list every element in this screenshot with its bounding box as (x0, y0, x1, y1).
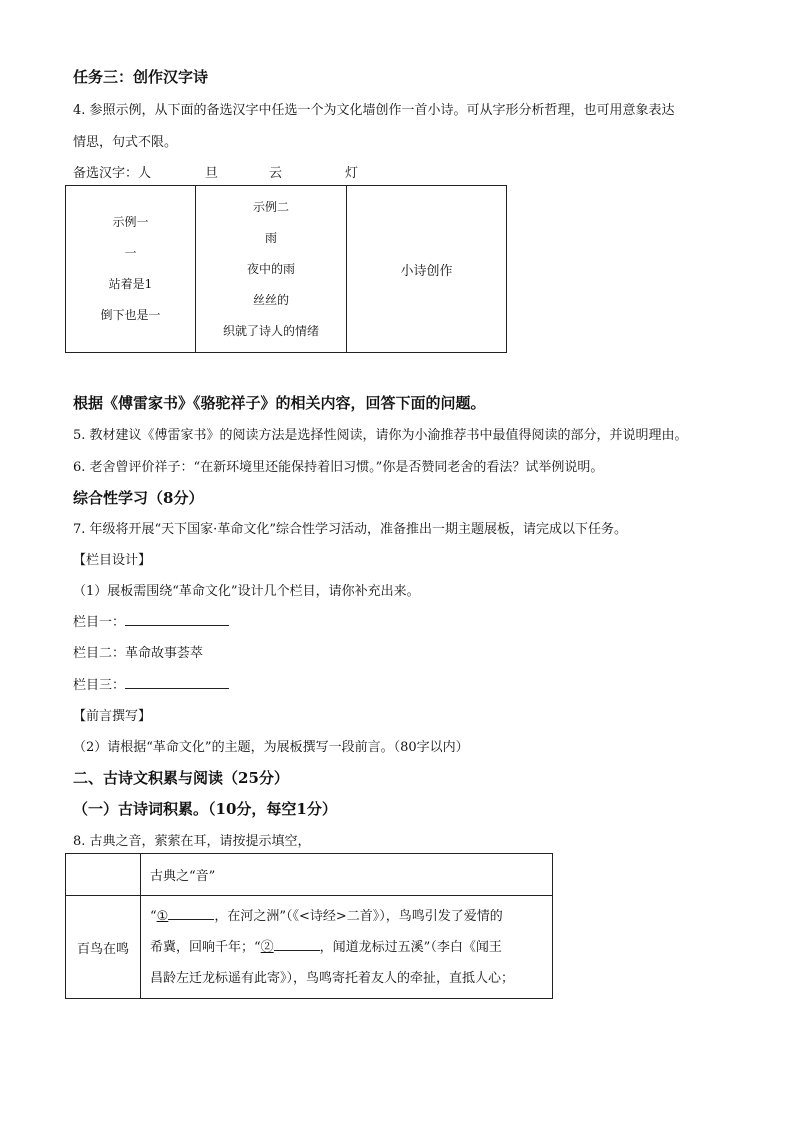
q7-text: 7. 年级将开展“天下国家·革命文化”综合性学习活动，准备推出一期主题展板，请完成以下任务。 (73, 522, 627, 537)
row-label-cell: 百鸟在鸣 (66, 896, 141, 999)
classical-sound-table (65, 853, 553, 999)
section-preface: 【前言撰写】 (73, 709, 152, 724)
candidate-char: 灯 (345, 166, 359, 181)
example2-line: 夜中的雨 (246, 261, 295, 276)
column2-text: 栏目二：革命故事荟萃 (73, 646, 204, 661)
column1-blank[interactable] (125, 613, 229, 626)
q4-text-line1: 4. 参照示例，从下面的备选汉字中任选一个为文化墙创作一首小诗。可从字形分析哲理，也可用意象表达 (73, 103, 675, 118)
column3-blank[interactable] (125, 676, 229, 689)
q4-text-line2: 情思，句式不限。 (73, 135, 178, 150)
example1-title: 示例一 (112, 215, 149, 229)
comprehensive-heading: 综合性学习（8分） (73, 489, 204, 507)
task3-heading: 任务三：创作汉字诗 (73, 68, 209, 86)
content-line: 昌龄左迁龙标遥有此寄》），鸟鸣寄托着友人的牵扯，直抵人心； (150, 970, 515, 986)
q8-text: 8. 古典之音，萦萦在耳，请按提示填空， (73, 834, 311, 849)
sub2-text: （2）请根据“革命文化”的主题，为展板撰写一段前言。（80字以内） (73, 740, 469, 755)
content-text: ，闻道龙标过五溪”（李白《闻王 (319, 939, 502, 955)
content-text: ，在河之洲”（《<诗经>二首》），鸟鸣引发了爱情的 (214, 908, 503, 924)
creation-cell[interactable]: 小诗创作 (347, 186, 507, 353)
example2-line: 丝丝的 (252, 292, 289, 307)
example2-line: 雨 (264, 230, 277, 245)
candidate-char: 人 (138, 166, 152, 181)
content-line (150, 901, 552, 932)
candidate-char: 云 (269, 166, 283, 181)
column3-label: 栏目三： (73, 678, 126, 693)
example2-title: 示例二 (252, 199, 289, 214)
column1-label: 栏目一： (73, 615, 126, 630)
answer-blank-2[interactable] (274, 938, 320, 951)
content-text: 希冀，回响千年；“ (150, 939, 261, 955)
content-line (150, 932, 552, 963)
candidates-row (73, 162, 151, 181)
example1-line: 一 (124, 246, 137, 260)
q6-text: 6. 老舍曾评价祥子：“在新环境里还能保持着旧习惯。”你是否赞同老舍的看法？试举例说明。 (73, 460, 604, 475)
q5-text: 5. 教材建议《傅雷家书》的阅读方法是选择性阅读，请你为小渝推荐书中最值得阅读的部分，并说明理由。 (73, 428, 688, 443)
sound-content-cell (141, 896, 553, 999)
answer-blank-1[interactable] (168, 907, 214, 920)
empty-header-cell (66, 854, 141, 896)
example2-line: 织就了诗人的情绪 (222, 323, 319, 338)
poem-example-table (65, 185, 507, 353)
candidate-char: 旦 (205, 166, 219, 181)
sound-header-cell: 古典之“音” (141, 854, 553, 896)
blank-marker-2: ② (260, 939, 274, 955)
part2-heading: 二、古诗文积累与阅读（25分） (73, 769, 289, 787)
reading-heading: 根据《傅雷家书》《骆驼祥子》的相关内容，回答下面的问题。 (73, 394, 486, 412)
example2-cell (196, 186, 347, 353)
column3-row (73, 674, 229, 693)
candidates-label: 备选汉字： (73, 166, 139, 181)
example1-line: 站着是1 (108, 277, 153, 291)
sub1-text: （1）展板需围绕“革命文化”设计几个栏目，请你补充出来。 (73, 584, 420, 599)
part2-subheading: （一）古诗词积累。（10分，每空1分） (73, 800, 337, 818)
column1-row (73, 611, 229, 630)
blank-marker-1: ① (156, 908, 169, 924)
example1-cell (66, 186, 196, 353)
quote-open: “ (150, 908, 157, 924)
example1-line: 倒下也是一 (100, 308, 161, 322)
section-column-design: 【栏目设计】 (73, 553, 152, 568)
